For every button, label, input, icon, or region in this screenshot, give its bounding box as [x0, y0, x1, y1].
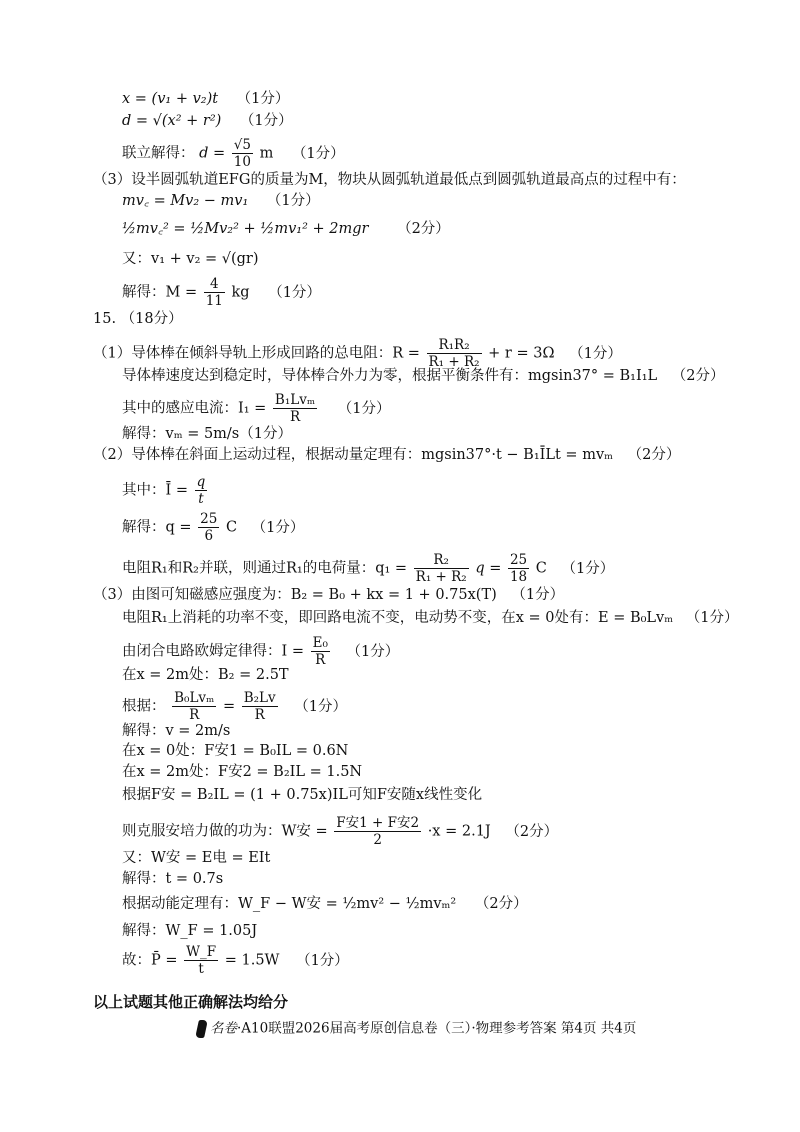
eq-velocity-sum: 又：v₁ + v₂ = √(gr)	[122, 251, 259, 267]
text: （3）由图可知磁感应强度为：B₂ = B₀ + kx = 1 + 0.75x(T)	[93, 587, 497, 603]
score: （1分）	[291, 145, 345, 162]
equals: =	[222, 698, 236, 715]
score: （1分）	[239, 113, 293, 129]
score: （2分）	[474, 896, 528, 912]
eq-f-linear: 根据F安 = B₂IL = (1 + 0.75x)IL可知F安随x线性变化	[122, 787, 483, 803]
score: （1分）	[296, 952, 349, 969]
fraction: $\frac{\text{B₁Lvₘ}}{R}$	[274, 392, 316, 426]
label: 其中的感应电流：I₁ =	[122, 400, 267, 417]
label: 解得：M =	[122, 284, 198, 301]
footer-text: ·A10联盟2026届高考原创信息卷（三）·物理参考答案 第4页 共4页	[237, 1020, 637, 1037]
score: （2分）	[505, 823, 559, 840]
fraction: $\frac{25}{18}$	[509, 552, 528, 586]
eq-current-equal	[122, 690, 347, 723]
eq-work-ampere	[122, 815, 558, 848]
score: （1分）	[561, 560, 615, 577]
eq-d-result	[122, 137, 345, 170]
text: 电阻R₁上消耗的功率不变，即回路电流不变，电动势不变，在x = 0处有：E = B₀Lvₘ	[122, 610, 674, 626]
eq-q1-result	[122, 552, 614, 585]
equation: d =	[199, 145, 226, 162]
equation: mv꜀ = Mv₂ − mv₁	[122, 193, 249, 209]
eq-vm-result: 解得：vₘ = 5m/s（1分）	[122, 426, 292, 442]
label: 故：P̄ =	[122, 952, 178, 969]
score: （1分）	[346, 643, 400, 660]
page-footer	[197, 1020, 636, 1038]
eq-emf-constant	[122, 611, 738, 626]
part-3-heading: （3）设半圆弧轨道EFG的质量为M，物块从圆弧轨道最低点到圆弧轨道最高点的过程中有：	[93, 172, 686, 188]
question-15-heading: 15. （18分）	[93, 311, 183, 327]
score: （1分）	[337, 400, 391, 417]
fraction: $\frac{4}{11}$	[205, 276, 223, 310]
label: 解得：q =	[122, 519, 192, 536]
label: 其中：Ī =	[122, 482, 188, 499]
eq-momentum	[122, 194, 320, 209]
eq-b2-value: 在x = 2m处：B₂ = 2.5T	[122, 667, 289, 683]
score: （2分）	[627, 447, 681, 463]
fraction: $\frac{\text{B₂Lv}}{R}$	[243, 690, 276, 724]
unit: C	[535, 560, 547, 577]
fraction: $\frac{25}{6}$	[200, 511, 218, 545]
part-3-b-heading	[93, 588, 564, 603]
score: （2分）	[397, 221, 450, 237]
label: 由闭合电路欧姆定律得：I =	[122, 643, 304, 660]
score: （1分）	[251, 519, 305, 536]
score: （1分）	[236, 91, 290, 107]
eq-x-sum	[122, 92, 289, 107]
text: 根据动能定理有：W_F − W安 = ½mv² − ½mvₘ²	[122, 896, 457, 912]
fraction: $\frac{√5}{10}$	[233, 137, 251, 171]
label: 则克服安培力做的功为：W安 =	[122, 823, 328, 840]
eq-power-result	[122, 944, 349, 977]
eq-kinetic-theorem	[122, 897, 528, 912]
fraction: $\frac{W\_F}{t}$	[186, 944, 217, 978]
eq-f2: 在x = 2m处：F安2 = B₂IL = 1.5N	[122, 764, 363, 780]
equation: + r = 3Ω	[488, 345, 555, 362]
footer-brand: 名卷	[210, 1020, 237, 1037]
fraction: $\frac{q}{t}$	[196, 474, 206, 508]
fraction: $\frac{\text{E₀}}{R}$	[312, 635, 328, 669]
unit: kg	[231, 284, 250, 301]
part-2-heading	[93, 448, 680, 463]
fraction: $\frac{\text{R₂}}{\text{R₁ + R₂}}$	[415, 552, 467, 586]
text: （2）导体棒在斜面上运动过程，根据动量定理有：mgsin37°·t − B₁ĪLt = mvₘ	[93, 447, 614, 463]
eq-t-result: 解得：t = 0.7s	[122, 871, 224, 887]
label: 根据：	[122, 698, 166, 715]
equation: ·x = 2.1J	[427, 823, 491, 840]
eq-v-result: 解得：v = 2m/s	[122, 723, 231, 739]
score: （2分）	[671, 368, 725, 384]
eq-mass-result	[122, 276, 321, 309]
score: （1分）	[511, 587, 565, 603]
label: （1）导体棒在倾斜导轨上形成回路的总电阻：R =	[93, 345, 420, 362]
equation: ½mv꜀² = ½Mv₂² + ½mv₁² + 2mgr	[122, 221, 369, 237]
equation: = 1.5W	[224, 952, 280, 969]
score: （1分）	[569, 345, 622, 362]
equation: x = (v₁ + v₂)t	[122, 91, 219, 107]
eq-f1: 在x = 0处：F安1 = B₀IL = 0.6N	[122, 743, 349, 759]
score: （1分）	[266, 193, 320, 209]
eq-work-energy: 又：W安 = E电 = EIt	[122, 850, 271, 866]
equation: d = √(x² + r²)	[122, 113, 222, 129]
eq-q-result	[122, 511, 304, 544]
eq-d	[122, 114, 293, 129]
eq-energy	[122, 222, 450, 237]
eq-avg-current	[122, 474, 209, 507]
eq-total-resistance	[93, 337, 622, 370]
unit: C	[225, 519, 238, 536]
eq-equilibrium	[122, 369, 725, 384]
equation: q =	[475, 560, 502, 577]
score: （1分）	[268, 284, 321, 301]
brand-logo-icon	[195, 1020, 208, 1038]
text: 导体棒速度达到稳定时，导体棒合外力为零，根据平衡条件有：mgsin37° = B₁I₁L	[122, 368, 658, 384]
fraction: $\frac{\text{B₀Lvₘ}}{R}$	[174, 690, 215, 724]
fraction: $\frac{\text{R₁R₂}}{\text{R₁ + R₂}}$	[428, 337, 480, 371]
score: （1分）	[294, 698, 347, 715]
fraction: $\frac{\text{F安1 + F安2}}{2}$	[336, 815, 420, 849]
unit: m	[259, 145, 274, 162]
eq-induced-current	[122, 392, 390, 425]
eq-wf-result: 解得：W_F = 1.05J	[122, 923, 258, 939]
score: （1分）	[685, 610, 739, 626]
label: 电阻R₁和R₂并联，则通过R₁的电荷量：q₁ =	[122, 560, 408, 577]
label: 联立解得：	[122, 145, 195, 162]
eq-ohm	[122, 635, 399, 668]
grading-note: 以上试题其他正确解法均给分	[93, 993, 289, 1011]
